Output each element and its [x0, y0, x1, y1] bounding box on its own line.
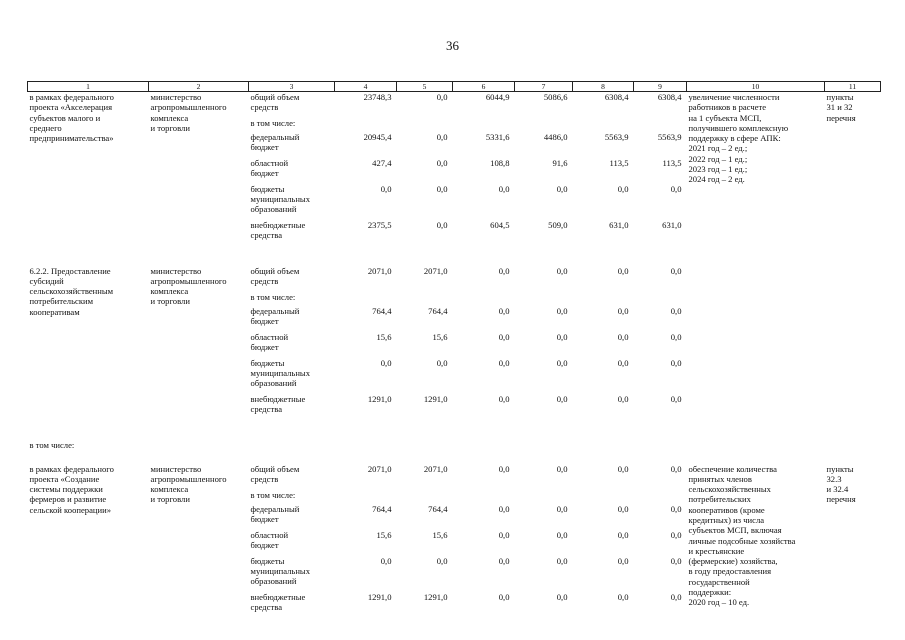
result-line: поддержку в сфере АПК:	[688, 133, 781, 144]
description-line: кооперативам	[29, 306, 80, 317]
org-line: министерство	[150, 265, 202, 276]
expected-result	[687, 266, 825, 430]
result-line: на 1 субъекта МСП,	[688, 112, 762, 123]
amount-cell: 5563,9	[657, 131, 682, 142]
amount-cell: 4486,0	[543, 131, 568, 142]
result-line: 2024 год – 2 ед.	[688, 174, 745, 185]
source-line: образований	[250, 204, 297, 215]
amount-cell: 0,0	[617, 357, 629, 368]
result-line: принятых членов	[688, 473, 752, 484]
amount-cell: 0,0	[556, 529, 568, 540]
source-line: бюджеты	[250, 357, 285, 368]
expected-result	[687, 92, 825, 256]
funding-source	[249, 530, 335, 556]
source-line: внебюджетные	[250, 591, 306, 602]
funding-source	[249, 118, 335, 132]
amount-cell: 0,0	[436, 183, 448, 194]
column-header: 5	[397, 82, 453, 92]
result-line: увеличение численности	[688, 92, 780, 102]
table-row	[28, 92, 881, 118]
column-header: 4	[335, 82, 397, 92]
amount-cell: 2375,5	[367, 219, 392, 230]
amount-cell: 0,0	[670, 305, 682, 316]
amount-cell: 0,0	[670, 529, 682, 540]
source-line: бюджет	[250, 539, 279, 550]
source-line: бюджет	[250, 513, 279, 524]
amount-cell: 0,0	[617, 555, 629, 566]
in-total-label: в том числе:	[29, 439, 75, 450]
amount-cell	[573, 118, 634, 132]
amount-cell: 113,5	[609, 157, 629, 168]
amount-cell	[397, 292, 453, 306]
result-line: личные подсобные хозяйства	[688, 535, 796, 546]
result-line: получившего комплексную	[688, 122, 789, 133]
source-line: средства	[250, 403, 283, 414]
column-header: 6	[453, 82, 515, 92]
amount-cell	[515, 490, 573, 504]
source-line: муниципальных	[250, 193, 310, 204]
source-line: бюджеты	[250, 555, 285, 566]
funding-source	[249, 490, 335, 504]
amount-cell: 0,0	[670, 591, 682, 602]
column-header: 8	[573, 82, 634, 92]
reference	[825, 464, 881, 628]
source-line: средств	[250, 102, 279, 113]
result-line: 2023 год – 1 ед.;	[688, 164, 748, 175]
org-line: агропромышленного	[150, 275, 227, 286]
subtotal-label-row	[28, 440, 881, 464]
responsible-org	[149, 266, 249, 430]
amount-cell: 0,0	[670, 331, 682, 342]
amount-cell: 0,0	[556, 357, 568, 368]
source-line: бюджет	[250, 141, 279, 152]
amount-cell: 764,4	[428, 503, 448, 514]
funding-source	[249, 358, 335, 394]
amount-cell: 1291,0	[423, 591, 448, 602]
reference	[825, 266, 881, 430]
source-line: в том числе:	[250, 117, 296, 128]
amount-cell: 0,0	[436, 92, 448, 102]
funding-source	[249, 306, 335, 332]
funding-source	[249, 292, 335, 306]
spacer-row	[28, 256, 881, 266]
amount-cell	[634, 292, 687, 306]
description-line: потребительским	[29, 296, 94, 307]
table-row	[28, 464, 881, 490]
source-line: образований	[250, 378, 297, 389]
description-line: 6.2.2. Предоставление	[29, 265, 111, 276]
amount-cell: 91,6	[552, 157, 568, 168]
source-line: бюджет	[250, 341, 279, 352]
responsible-org	[149, 92, 249, 256]
amount-cell: 0,0	[670, 555, 682, 566]
reference-line: пункты	[826, 463, 854, 474]
amount-cell: 0,0	[436, 555, 448, 566]
funding-source	[249, 394, 335, 430]
amount-cell: 0,0	[670, 357, 682, 368]
reference-line: 32.3	[826, 473, 842, 484]
funding-source	[249, 184, 335, 220]
amount-cell: 0,0	[670, 183, 682, 194]
amount-cell	[335, 490, 397, 504]
amount-cell: 0,0	[498, 393, 510, 404]
column-header: 10	[687, 82, 825, 92]
funding-source	[249, 504, 335, 530]
org-line: и торговли	[150, 296, 190, 307]
amount-cell: 108,8	[490, 157, 510, 168]
amount-cell: 0,0	[670, 503, 682, 514]
amount-cell: 0,0	[556, 265, 568, 276]
amount-cell	[397, 490, 453, 504]
amount-cell: 427,4	[372, 157, 392, 168]
amount-cell: 0,0	[498, 463, 510, 474]
source-line: бюджеты	[250, 183, 285, 194]
amount-cell: 0,0	[498, 555, 510, 566]
funding-source	[249, 132, 335, 158]
amount-cell: 509,0	[548, 219, 568, 230]
amount-cell: 0,0	[556, 393, 568, 404]
description-line: сельскохозяйственным	[29, 286, 114, 297]
amount-cell: 0,0	[498, 591, 510, 602]
result-line: в году предоставления	[688, 566, 772, 577]
org-line: комплекса	[150, 112, 189, 123]
amount-cell: 15,6	[432, 529, 448, 540]
amount-cell: 0,0	[617, 463, 629, 474]
result-line: обеспечение количества	[688, 463, 777, 474]
amount-cell: 0,0	[556, 503, 568, 514]
amount-cell	[335, 118, 397, 132]
amount-cell: 764,4	[372, 503, 392, 514]
amount-cell: 6308,4	[604, 92, 629, 102]
column-header: 1	[28, 82, 149, 92]
amount-cell	[573, 292, 634, 306]
amount-cell	[515, 118, 573, 132]
reference-line: пункты	[826, 92, 854, 102]
funding-source	[249, 556, 335, 592]
org-line: агропромышленного	[150, 102, 227, 113]
source-line: муниципальных	[250, 367, 310, 378]
amount-cell: 0,0	[498, 357, 510, 368]
column-header: 7	[515, 82, 573, 92]
amount-cell: 0,0	[670, 463, 682, 474]
amount-cell: 5563,9	[604, 131, 629, 142]
column-numbers-row	[28, 82, 881, 92]
amount-cell: 2071,0	[367, 265, 392, 276]
amount-cell: 0,0	[498, 503, 510, 514]
amount-cell: 0,0	[498, 331, 510, 342]
source-line: общий объем	[250, 463, 300, 474]
org-line: министерство	[150, 92, 202, 102]
result-line: и крестьянские	[688, 545, 745, 556]
amount-cell: 0,0	[617, 265, 629, 276]
amount-cell	[634, 490, 687, 504]
amount-cell: 6308,4	[657, 92, 682, 102]
amount-cell: 0,0	[556, 331, 568, 342]
result-line: поддержки:	[688, 587, 732, 598]
column-header: 11	[825, 82, 881, 92]
description-line: предпринимательства»	[29, 133, 114, 144]
result-line: (фермерские) хозяйства,	[688, 556, 778, 567]
reference	[825, 92, 881, 256]
amount-cell: 0,0	[617, 503, 629, 514]
amount-cell: 2071,0	[423, 265, 448, 276]
amount-cell: 0,0	[436, 357, 448, 368]
amount-cell: 631,0	[662, 219, 682, 230]
source-line: в том числе:	[250, 489, 296, 500]
event-description	[28, 266, 149, 430]
column-header: 9	[634, 82, 687, 92]
source-line: муниципальных	[250, 565, 310, 576]
description-line: проекта «Акселерация	[29, 102, 113, 113]
amount-cell	[453, 490, 515, 504]
org-line: и торговли	[150, 122, 190, 133]
amount-cell: 15,6	[432, 331, 448, 342]
page-number: 36	[446, 38, 459, 53]
result-line: кооперативов (кроме	[688, 504, 765, 515]
amount-cell: 0,0	[380, 183, 392, 194]
amount-cell: 764,4	[428, 305, 448, 316]
description-line: в рамках федерального	[29, 92, 114, 102]
table-row	[28, 266, 881, 292]
source-line: внебюджетные	[250, 219, 306, 230]
amount-cell	[515, 292, 573, 306]
budget-table	[27, 81, 881, 628]
description-line: среднего	[29, 122, 62, 133]
source-line: бюджет	[250, 315, 279, 326]
source-line: федеральный	[250, 305, 300, 316]
column-header: 3	[249, 82, 335, 92]
amount-cell: 0,0	[498, 265, 510, 276]
amount-cell: 1291,0	[367, 393, 392, 404]
amount-cell	[453, 118, 515, 132]
result-line: работников в расчете	[688, 102, 767, 113]
amount-cell	[453, 292, 515, 306]
column-header: 2	[149, 82, 249, 92]
amount-cell: 0,0	[617, 393, 629, 404]
source-line: областной	[250, 331, 289, 342]
source-line: федеральный	[250, 131, 300, 142]
funding-source	[249, 158, 335, 184]
amount-cell: 1291,0	[367, 591, 392, 602]
amount-cell: 15,6	[376, 331, 392, 342]
funding-source	[249, 266, 335, 292]
result-line: субъектов МСП, включая	[688, 525, 782, 536]
org-line: агропромышленного	[150, 473, 227, 484]
funding-source	[249, 332, 335, 358]
source-line: образований	[250, 576, 297, 587]
source-line: в том числе:	[250, 291, 296, 302]
amount-cell: 2071,0	[423, 463, 448, 474]
amount-cell: 0,0	[498, 529, 510, 540]
amount-cell	[397, 118, 453, 132]
reference-line: 31 и 32	[826, 102, 853, 113]
table-body	[28, 92, 881, 628]
source-line: областной	[250, 157, 289, 168]
expected-result	[687, 464, 825, 628]
result-line: потребительских	[688, 494, 751, 505]
amount-cell: 0,0	[436, 219, 448, 230]
responsible-org	[149, 464, 249, 628]
amount-cell: 0,0	[498, 305, 510, 316]
description-line: фермеров и развитие	[29, 494, 107, 505]
amount-cell: 0,0	[670, 393, 682, 404]
source-line: средства	[250, 229, 283, 240]
event-description	[28, 92, 149, 256]
result-line: сельскохозяйственных	[688, 484, 771, 495]
amount-cell: 0,0	[617, 331, 629, 342]
result-line: 2020 год – 10 ед.	[688, 597, 750, 608]
amount-cell: 5086,6	[543, 92, 568, 102]
amount-cell: 0,0	[436, 157, 448, 168]
amount-cell: 0,0	[380, 357, 392, 368]
amount-cell	[634, 118, 687, 132]
result-line: государственной	[688, 576, 750, 587]
description-line: сельской кооперации»	[29, 504, 111, 515]
source-line: областной	[250, 529, 289, 540]
amount-cell: 604,5	[490, 219, 510, 230]
amount-cell: 0,0	[498, 183, 510, 194]
source-line: внебюджетные	[250, 393, 306, 404]
spacer-row	[28, 430, 881, 440]
amount-cell: 5331,6	[485, 131, 510, 142]
reference-line: и 32.4	[826, 484, 849, 495]
description-line: в рамках федерального	[29, 463, 114, 474]
amount-cell: 0,0	[556, 591, 568, 602]
org-line: комплекса	[150, 484, 189, 495]
description-line: субсидий	[29, 275, 64, 286]
source-line: общий объем	[250, 265, 300, 276]
org-line: министерство	[150, 463, 202, 474]
source-line: федеральный	[250, 503, 300, 514]
amount-cell: 0,0	[617, 591, 629, 602]
amount-cell: 631,0	[609, 219, 629, 230]
amount-cell: 0,0	[617, 305, 629, 316]
amount-cell: 0,0	[556, 463, 568, 474]
amount-cell: 0,0	[556, 555, 568, 566]
description-line: субъектов малого и	[29, 112, 101, 123]
funding-source	[249, 592, 335, 628]
description-line: проекта «Создание	[29, 473, 100, 484]
amount-cell: 20945,4	[363, 131, 392, 142]
amount-cell: 0,0	[617, 529, 629, 540]
amount-cell	[573, 490, 634, 504]
amount-cell: 0,0	[556, 183, 568, 194]
result-line: 2021 год – 2 ед.;	[688, 143, 748, 154]
amount-cell: 0,0	[617, 183, 629, 194]
reference-line: перечня	[826, 112, 856, 123]
amount-cell: 15,6	[376, 529, 392, 540]
description-line: системы поддержки	[29, 484, 103, 495]
source-line: бюджет	[250, 167, 279, 178]
source-line: средств	[250, 275, 279, 286]
org-line: комплекса	[150, 286, 189, 297]
amount-cell: 6044,9	[485, 92, 510, 102]
funding-source	[249, 220, 335, 256]
source-line: общий объем	[250, 92, 300, 102]
amount-cell: 0,0	[380, 555, 392, 566]
org-line: и торговли	[150, 494, 190, 505]
result-line: 2022 год – 1 ед.;	[688, 153, 748, 164]
amount-cell: 23748,3	[363, 92, 392, 102]
amount-cell: 0,0	[670, 265, 682, 276]
amount-cell: 764,4	[372, 305, 392, 316]
amount-cell: 0,0	[556, 305, 568, 316]
amount-cell	[335, 292, 397, 306]
amount-cell: 113,5	[662, 157, 682, 168]
source-line: средства	[250, 601, 283, 612]
amount-cell: 1291,0	[423, 393, 448, 404]
result-line: кредитных) из числа	[688, 514, 765, 525]
event-description	[28, 464, 149, 628]
reference-line: перечня	[826, 494, 856, 505]
funding-source	[249, 92, 335, 118]
amount-cell: 0,0	[436, 131, 448, 142]
amount-cell: 2071,0	[367, 463, 392, 474]
funding-source	[249, 464, 335, 490]
source-line: средств	[250, 473, 279, 484]
